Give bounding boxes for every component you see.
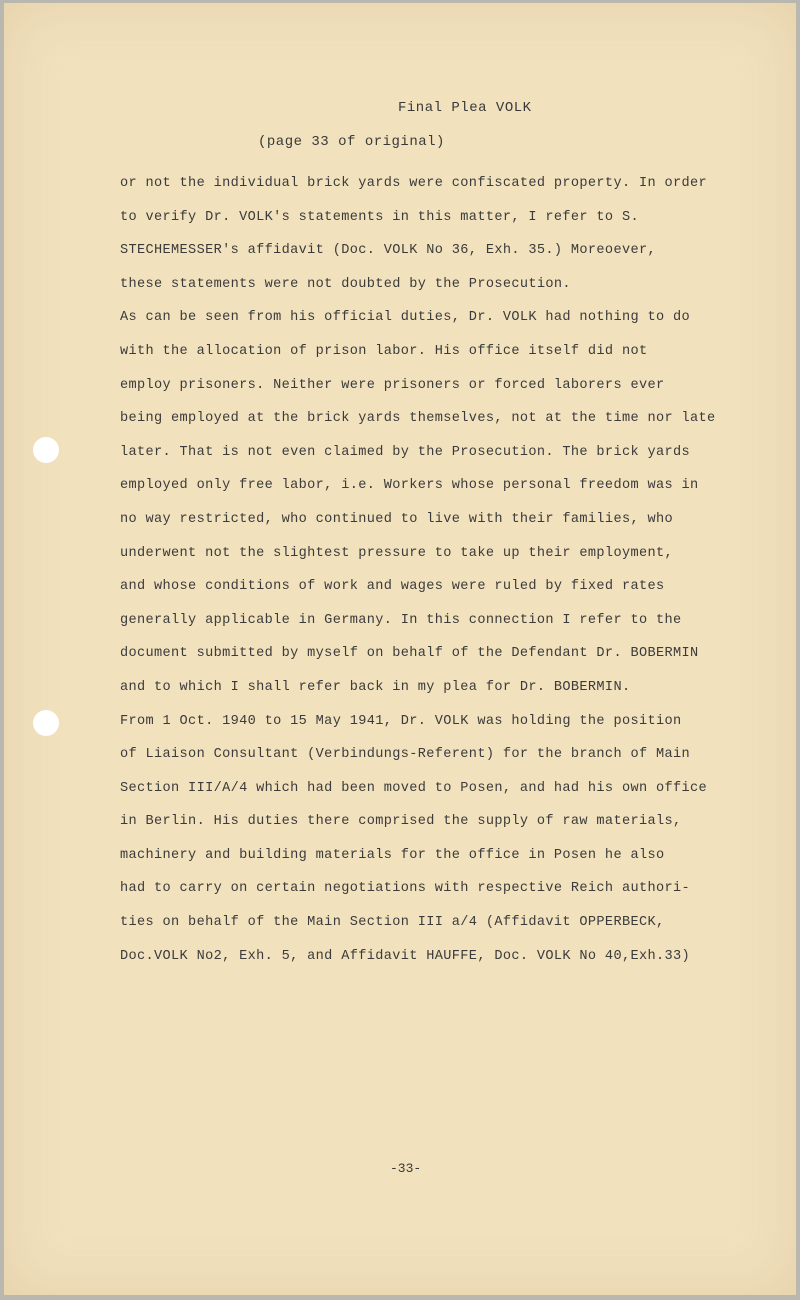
text-line: no way restricted, who continued to live with their families, who — [120, 511, 673, 527]
text-line: had to carry on certain negotiations with respective Reich authori- — [120, 881, 691, 897]
text-line: and whose conditions of work and wages were ruled by fixed rates — [120, 579, 665, 595]
text-line: or not the individual brick yards were confiscated property. In order — [120, 176, 708, 191]
text-line: underwent not the slightest pressure to take up their employment, — [120, 545, 673, 561]
text-line: As can be seen from his official duties, Dr. VOLK had nothing to do — [120, 310, 691, 326]
text-line: being employed at the brick yards themselves, not at the time nor late — [120, 411, 716, 427]
text-line: Section III/A/4 which had been moved to Posen, and had his own office — [120, 780, 708, 796]
text-line: with the allocation of prison labor. His office itself did not — [120, 343, 648, 359]
text-line: machinery and building materials for the office in Posen he also — [120, 847, 665, 863]
punch-hole-top — [33, 437, 59, 463]
text-line: Doc.VOLK No2, Exh. 5, and Affidavit HAUFFE, Doc. VOLK No 40,Exh.33) — [120, 948, 691, 964]
document-page — [4, 3, 796, 1295]
body-text — [120, 167, 720, 973]
text-line: in Berlin. His duties there comprised the supply of raw materials, — [120, 814, 682, 830]
text-line: employed only free labor, i.e. Workers whose personal freedom was in — [120, 478, 699, 494]
page-number: -33- — [390, 1161, 422, 1176]
text-line: employ prisoners. Neither were prisoners or forced laborers ever — [120, 377, 665, 393]
text-line: ties on behalf of the Main Section III a/4 (Affidavit OPPERBECK, — [120, 915, 665, 931]
text-line: document submitted by myself on behalf of the Defendant Dr. BOBERMIN — [120, 646, 699, 662]
text-line: From 1 Oct. 1940 to 15 May 1941, Dr. VOLK was holding the position — [120, 713, 682, 729]
text-line: later. That is not even claimed by the Prosecution. The brick yards — [120, 444, 691, 460]
text-line: of Liaison Consultant (Verbindungs-Referent) for the branch of Main — [120, 747, 691, 763]
page-reference: (page 33 of original) — [258, 134, 445, 150]
text-line: STECHEMESSER's affidavit (Doc. VOLK No 36, Exh. 35.) Moreoever, — [120, 243, 656, 259]
text-line: generally applicable in Germany. In this connection I refer to the — [120, 612, 682, 628]
punch-hole-bottom — [33, 710, 59, 736]
text-line: these statements were not doubted by the Prosecution. — [120, 276, 571, 292]
text-line: to verify Dr. VOLK's statements in this matter, I refer to S. — [120, 209, 639, 225]
text-line: and to which I shall refer back in my plea for Dr. BOBERMIN. — [120, 679, 631, 695]
document-title: Final Plea VOLK — [398, 100, 532, 116]
